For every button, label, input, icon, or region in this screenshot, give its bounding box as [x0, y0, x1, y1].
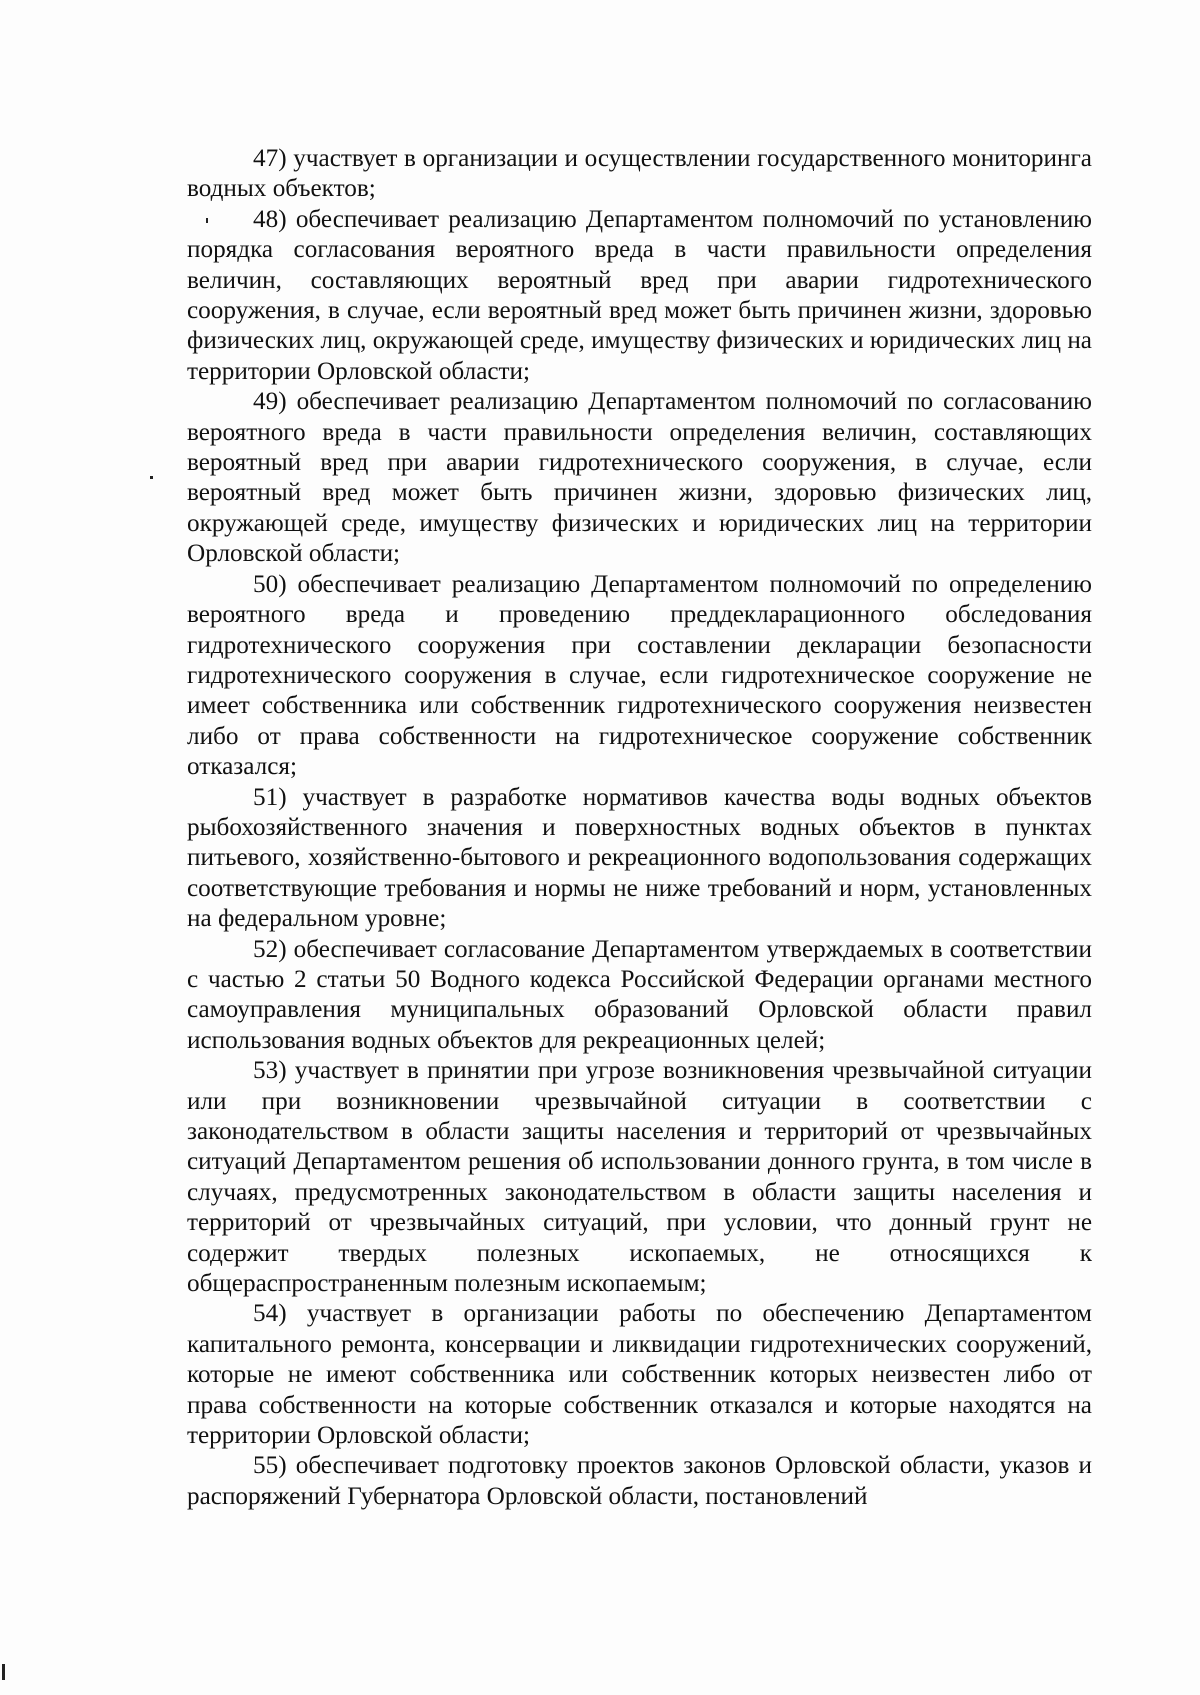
paragraph-50: 50) обеспечивает реализацию Департаментом полномочий по определению вероятного вреда и проведению преддекларационного обследования гидротехнического сооружения при составлении декларации безопасности гидротехнического сооружения в случае, если гидротехническое сооружение не имеет собственника или собственник гидротехнического сооружения неизвестен либо от права собственности на гидротехническое сооружение собственник отказался;: [187, 570, 1092, 781]
paragraph-52: 52) обеспечивает согласование Департаментом утверждаемых в соответствии с частью 2 статьи 50 Водного кодекса Российской Федерации органами местного самоуправления муниципальных образований Орловской области правил использования водных объектов для рекреационных целей;: [187, 935, 1092, 1054]
paragraph-48: 48) обеспечивает реализацию Департаментом полномочий по установлению порядка согласования вероятного вреда в части правильности определения величин, составляющих вероятный вред при аварии гидротехнического сооружения, в случае, если вероятный вред может быть причинен жизни, здоровью физических лиц, окружающей среде, имуществу физических и юридических лиц на территории Орловской области;: [187, 205, 1092, 385]
scan-speck: [2, 1664, 5, 1680]
scan-speck: [150, 476, 153, 479]
paragraph-47: 47) участвует в организации и осуществлении государственного мониторинга водных объектов;: [187, 145, 1092, 203]
paragraph-49: 49) обеспечивает реализацию Департаментом полномочий по согласованию вероятного вреда в части правильности определения величин, составляющих вероятный вред при аварии гидротехнического сооружения, в случае, если вероятный вред может быть причинен жизни, здоровью физических лиц, окружающей среде, имуществу физических и юридических лиц на территории Орловской области;: [187, 388, 1092, 568]
paragraph-54: 54) участвует в организации работы по обеспечению Департаментом капитального ремонта, консервации и ликвидации гидротехнических сооружений, которые не имеют собственника или собственник которых неизвестен либо от права собственности на которые собственник отказался и которые находятся на территории Орловской области;: [187, 1300, 1092, 1450]
paragraph-55: 55) обеспечивает подготовку проектов законов Орловской области, указов и распоряжений Губернатора Орловской области, постановлений: [187, 1452, 1092, 1510]
paragraph-51: 51) участвует в разработке нормативов качества воды водных объектов рыбохозяйственного значения и поверхностных водных объектов в пунктах питьевого, хозяйственно-бытового и рекреационного водопользования содержащих соответствующие требования и нормы не ниже требований и норм, установленных на федеральном уровне;: [187, 783, 1092, 933]
paragraph-53: 53) участвует в принятии при угрозе возникновения чрезвычайной ситуации или при возникновении чрезвычайной ситуации в соответствии с законодательством в области защиты населения и территорий от чрезвычайных ситуаций Департаментом решения об использовании донного грунта, в том числе в случаях, предусмотренных законодательством в области защиты населения и территорий от чрезвычайных ситуаций, при условии, что донный грунт не содержит твердых полезных ископаемых, не относящихся к общераспространенным полезным ископаемым;: [187, 1057, 1092, 1298]
document-body: [187, 144, 1092, 1512]
